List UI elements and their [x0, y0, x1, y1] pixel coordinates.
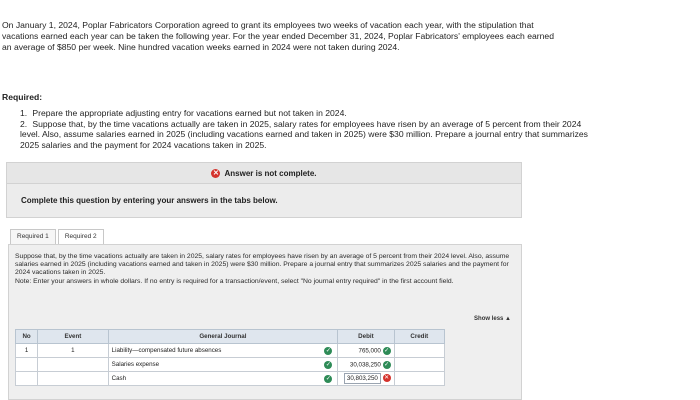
debit-field[interactable]: 765,000 — [358, 347, 381, 355]
answer-status-bar — [6, 162, 522, 184]
account-field[interactable]: Liability—compensated future absences — [108, 344, 319, 358]
panel-prompt: Suppose that, by the time vacations actually are taken in 2025, salary rates for employees have risen by an average of 5 percent from their 2024 level. Also, assume salaries earned in 2025 (including vacations earned and taken in 2025) were $30 million. Prepare a journal entry that summarizes 2025 salaries and the payment for 2024 vacations taken in 2025. — [15, 253, 510, 277]
x-circle-icon: ✕ — [213, 169, 219, 177]
tab-required-1[interactable]: Required 1 — [10, 229, 56, 245]
check-circle-icon: ✓ — [384, 361, 390, 368]
header-event: Event — [38, 330, 108, 344]
header-credit: Credit — [394, 330, 444, 344]
row-event: 1 — [38, 344, 108, 358]
requirement-number: 1. — [20, 108, 28, 118]
instruction-text: Complete this question by entering your answers in the tabs below. — [21, 196, 278, 205]
row-event — [38, 358, 108, 372]
row-no — [16, 372, 38, 386]
table-header-row — [16, 330, 445, 344]
account-field[interactable]: Cash — [108, 372, 319, 386]
header-debit: Debit — [338, 330, 394, 344]
table-row — [16, 372, 445, 386]
requirement-tabs — [10, 229, 106, 245]
required-heading: Required: — [2, 92, 43, 102]
check-circle-icon: ✓ — [384, 347, 390, 354]
panel-note: Note: Enter your answers in whole dollars. If no entry is required for a transaction/event, select "No journal entry required" in the first account field. — [15, 277, 454, 285]
requirement-2 — [20, 119, 590, 151]
tab-panel — [8, 244, 522, 400]
answer-status-text: Answer is not complete. — [224, 168, 317, 178]
row-no — [16, 358, 38, 372]
requirement-text: Prepare the appropriate adjusting entry for vacations earned but not taken in 2024. — [32, 108, 347, 118]
requirement-1 — [20, 108, 590, 119]
row-event — [38, 372, 108, 386]
credit-field[interactable] — [394, 358, 444, 372]
debit-field[interactable]: 30,038,250 — [349, 361, 381, 369]
header-no: No — [16, 330, 38, 344]
check-circle-icon: ✓ — [325, 361, 331, 368]
requirement-number: 2. — [20, 118, 28, 129]
tab-required-2[interactable]: Required 2 — [58, 229, 104, 245]
requirement-text: Suppose that, by the time vacations actually are taken in 2025, salary rates for employees have risen by an average of 5 percent from their 2024 level. Also, assume salaries earned in 2025 (including vacations earned and taken in 2025) were $30 million. Prepare a journal entry that summarizes 2025 salaries and the payment for 2024 vacations taken in 2025. — [20, 118, 588, 150]
check-circle-icon: ✓ — [325, 375, 331, 382]
show-less-link[interactable]: Show less ▲ — [474, 316, 511, 322]
row-no: 1 — [16, 344, 38, 358]
table-row — [16, 344, 445, 358]
debit-field[interactable]: 30,803,250 — [344, 373, 381, 384]
panel-instructions — [15, 253, 520, 286]
journal-entry-table — [15, 329, 445, 386]
x-circle-icon: ✕ — [384, 375, 390, 382]
table-row — [16, 358, 445, 372]
account-field[interactable]: Salaries expense — [108, 358, 319, 372]
problem-intro: On January 1, 2024, Poplar Fabricators Corporation agreed to grant its employees two weeks of vacation each year, with the stipulation that vacations earned each year can be taken the following year. For the year ended December 31, 2024, Poplar Fabricators' employees each earned an average of $850 per week. Nine hundred vacation weeks earned in 2024 were not taken during 2024. — [2, 20, 554, 52]
credit-field[interactable] — [394, 344, 444, 358]
requirements-list — [20, 108, 590, 150]
header-general-journal: General Journal — [108, 330, 338, 344]
credit-field[interactable] — [394, 372, 444, 386]
instruction-bar — [6, 184, 522, 218]
check-circle-icon: ✓ — [325, 347, 331, 354]
